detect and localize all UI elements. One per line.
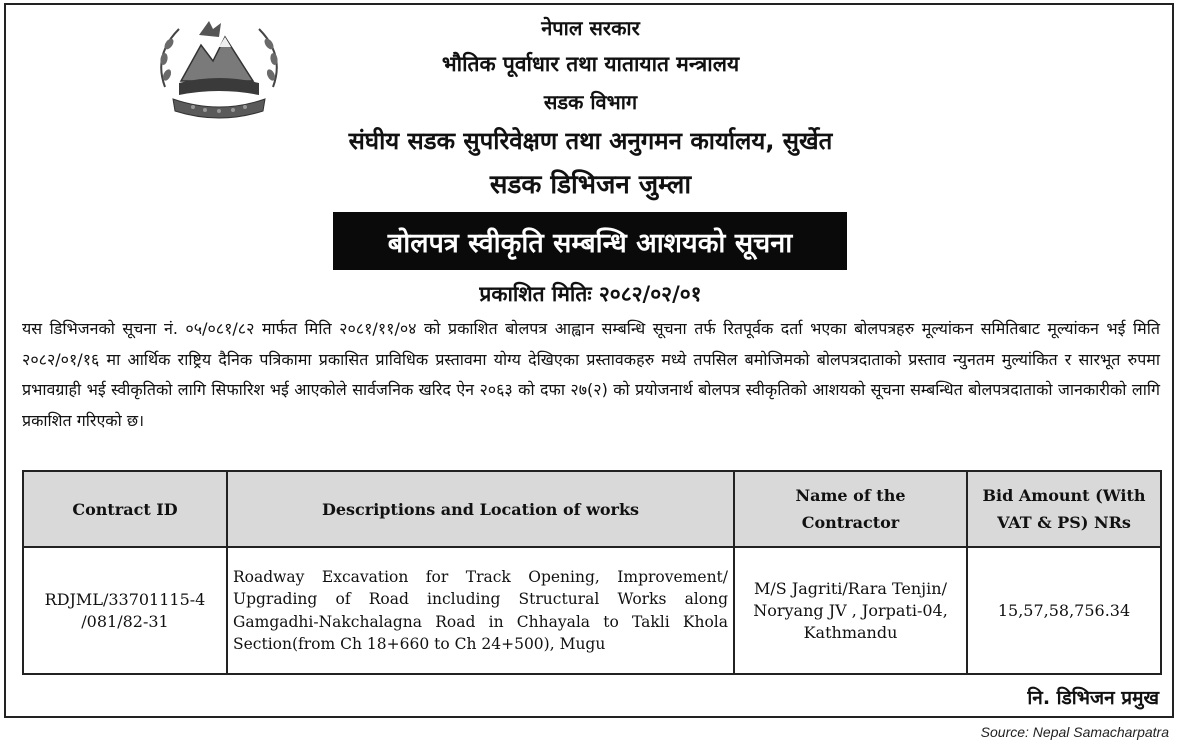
department-title: सडक विभाग (543, 90, 638, 114)
header-description: Descriptions and Location of works (227, 471, 734, 547)
division-title: सडक डिभिजन जुम्ला (489, 170, 692, 200)
government-title: नेपाल सरकार (541, 16, 640, 40)
notice-body: यस डिभिजनको सूचना नं. ०५/०८१/८२ मार्फत मिति २०८१/११/०४ को प्रकाशित बोलपत्र आह्वान सम्बन्धि सूचना तर्फ रितपूर्वक दर्ता भएका बोलपत्रहरु मूल्यांकन समितिबाट मूल्यांकन भई मिति २०८२/०१/१६ मा आर्थिक राष्ट्रिय दैनिक पत्रिकामा प्रकासित प्राविधिक प्रस्तावमा योग्य देखिएका प्रस्तावकहरु मध्ये तपसिल बमोजिमको बोलपत्रदाताको प्रस्ताव न्युनतम मुल्यांकित र सारभूत रुपमा प्रभावग्राही भई स्वीकृतिको लागि सिफारिश भई आएकोले सार्वजनिक खरिद ऐन २०६३ को दफा २७(२) को प्रयोजनार्थ बोलपत्र स्वीकृतिको आशयको सूचना सम्बन्धित बोलपत्रदाताको जानकारीको लागि प्रकाशित गरिएको छ। (22, 319, 1160, 430)
source-credit: Source: Nepal Samacharpatra (980, 724, 1169, 740)
ministry-title: भौतिक पूर्वाधार तथा यातायात मन्त्रालय (441, 52, 740, 76)
published-date: प्रकाशित मितिः २०८२/०२/०१ (479, 282, 702, 306)
bid-amount-cell: 15,57,58,756.34 (967, 547, 1161, 674)
bid-award-table (22, 470, 1162, 675)
office-title: संघीय सडक सुपरिवेक्षण तथा अनुगमन कार्यालय, सुर्खेत (348, 127, 833, 155)
table-header-row (23, 471, 1161, 547)
notice-title: बोलपत्र स्वीकृति सम्बन्धि आशयको सूचना (387, 227, 793, 259)
header-contract-id: Contract ID (23, 471, 227, 547)
header-contractor: Name of the Contractor (734, 471, 967, 547)
notice-title-banner (333, 212, 847, 270)
contractor-cell: M/S Jagriti/Rara Tenjin/ Noryang JV , Jorpati-04, Kathmandu (734, 547, 967, 674)
description-cell: Roadway Excavation for Track Opening, Improvement/ Upgrading of Road including Structural Works along Gamgadhi-Nakchalagna Road in Chhayala to Takli Khola Section(from Ch 18+660 to Ch 24+500), Mugu (227, 547, 734, 674)
table-row (23, 547, 1161, 674)
signature: नि. डिभिजन प्रमुख (1027, 687, 1159, 709)
header-bid-amount: Bid Amount (With VAT & PS) NRs (967, 471, 1161, 547)
contract-id-cell: RDJML/33701115-4 /081/82-31 (23, 547, 227, 674)
